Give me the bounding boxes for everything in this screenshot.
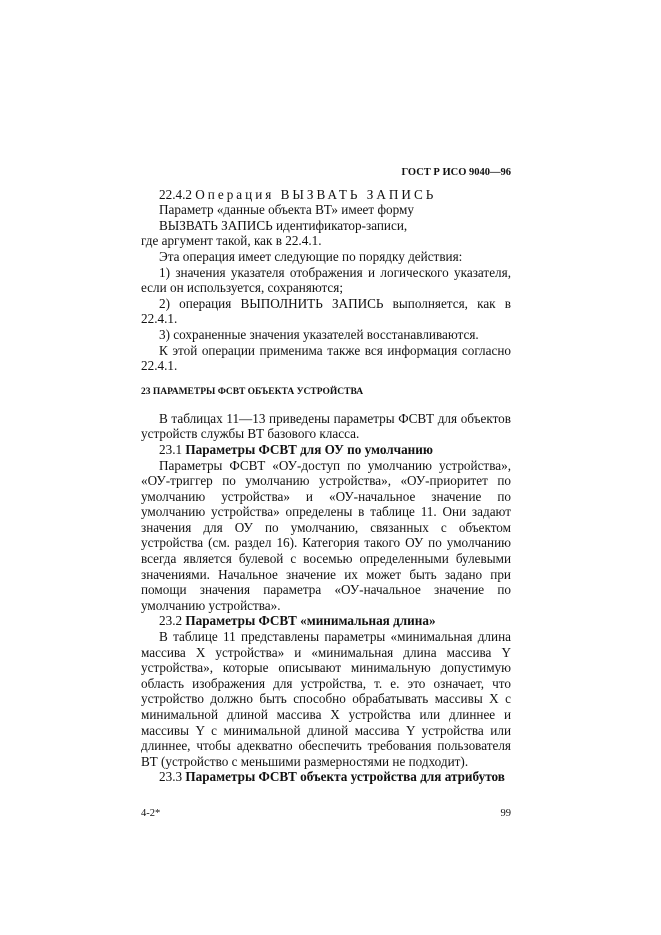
paragraph: К этой операции применима также вся информация согласно 22.4.1. <box>141 342 511 374</box>
list-item: 1) значения указателя отображения и логического указателя, если он используется, сохраняются; <box>141 264 511 296</box>
paragraph: В таблице 11 представлены параметры «минимальная длина массива X устройства» и «минимальная длина массива Y устройства», которые описывают минимальную допустимую область изображения для устройства, т. е. это означает, что устройство должно быть способно обрабатывать массивы X с минимальной длиной массива X устройства или длиннее и массивы Y с минимальной длиной массива Y устройства или длиннее, чтобы адекватно обеспечить требования пользователя ВТ (устройство с меньшими размерностями не подходит). <box>141 629 511 769</box>
section-title: Параметры ФСВТ «минимальная длина» <box>185 613 436 629</box>
section-23-3-heading <box>141 769 511 785</box>
signature-mark: 4-2* <box>141 807 161 819</box>
section-title: Параметры ФСВТ объекта устройства для атрибутов <box>185 769 505 785</box>
section-23-1-heading <box>141 442 511 458</box>
running-header: ГОСТ Р ИСО 9040—96 <box>401 167 511 178</box>
paragraph: Параметры ФСВТ «ОУ-доступ по умолчанию устройства», «ОУ-триггер по умолчанию устройства», «ОУ-приоритет по умолчанию устройства» и «ОУ-начальное значение по умолчанию устройства» определены в таблице 11. Они задают значения для ОУ по умолчанию, связанных с объектом устройства (см. раздел 16). Категория такого ОУ по умолчанию всегда является булевой с восемью определенными булевыми значениями. Начальное значение их может быть задано при помощи значения параметра «ОУ-начальное значение по умолчанию устройства». <box>141 457 511 613</box>
paragraph: В таблицах 11—13 приведены параметры ФСВТ для объектов устройств службы ВТ базового класса. <box>141 410 511 442</box>
section-number: 23.2 <box>159 613 183 629</box>
paragraph: ВЫЗВАТЬ ЗАПИСЬ идентификатор-записи, <box>159 217 408 233</box>
page-footer <box>141 807 511 820</box>
paragraph: Параметр «данные объекта ВТ» имеет форму <box>159 202 414 218</box>
list-item: 3) сохраненные значения указателей восстанавливаются. <box>159 326 479 342</box>
section-number: 23.3 <box>159 769 183 785</box>
section-23-2-heading <box>141 613 511 629</box>
paragraph: где аргумент такой, как в 22.4.1. <box>141 233 322 249</box>
section-number: 23.1 <box>159 441 183 457</box>
section-title: Параметры ФСВТ для ОУ по умолчанию <box>185 441 433 457</box>
section-number: 22.4.2 <box>159 186 192 202</box>
section-title: Операция ВЫЗВАТЬ ЗАПИСЬ <box>195 186 437 202</box>
list-item: 2) операция ВЫПОЛНИТЬ ЗАПИСЬ выполняется, как в 22.4.1. <box>141 295 511 327</box>
document-page <box>141 0 511 860</box>
paragraph: Эта операция имеет следующие по порядку действия: <box>159 248 463 264</box>
section-22-4-2-heading <box>141 187 511 203</box>
page-number: 99 <box>500 807 511 819</box>
section-23-heading: 23 ПАРАМЕТРЫ ФСВТ ОБЪЕКТА УСТРОЙСТВА <box>141 386 364 397</box>
